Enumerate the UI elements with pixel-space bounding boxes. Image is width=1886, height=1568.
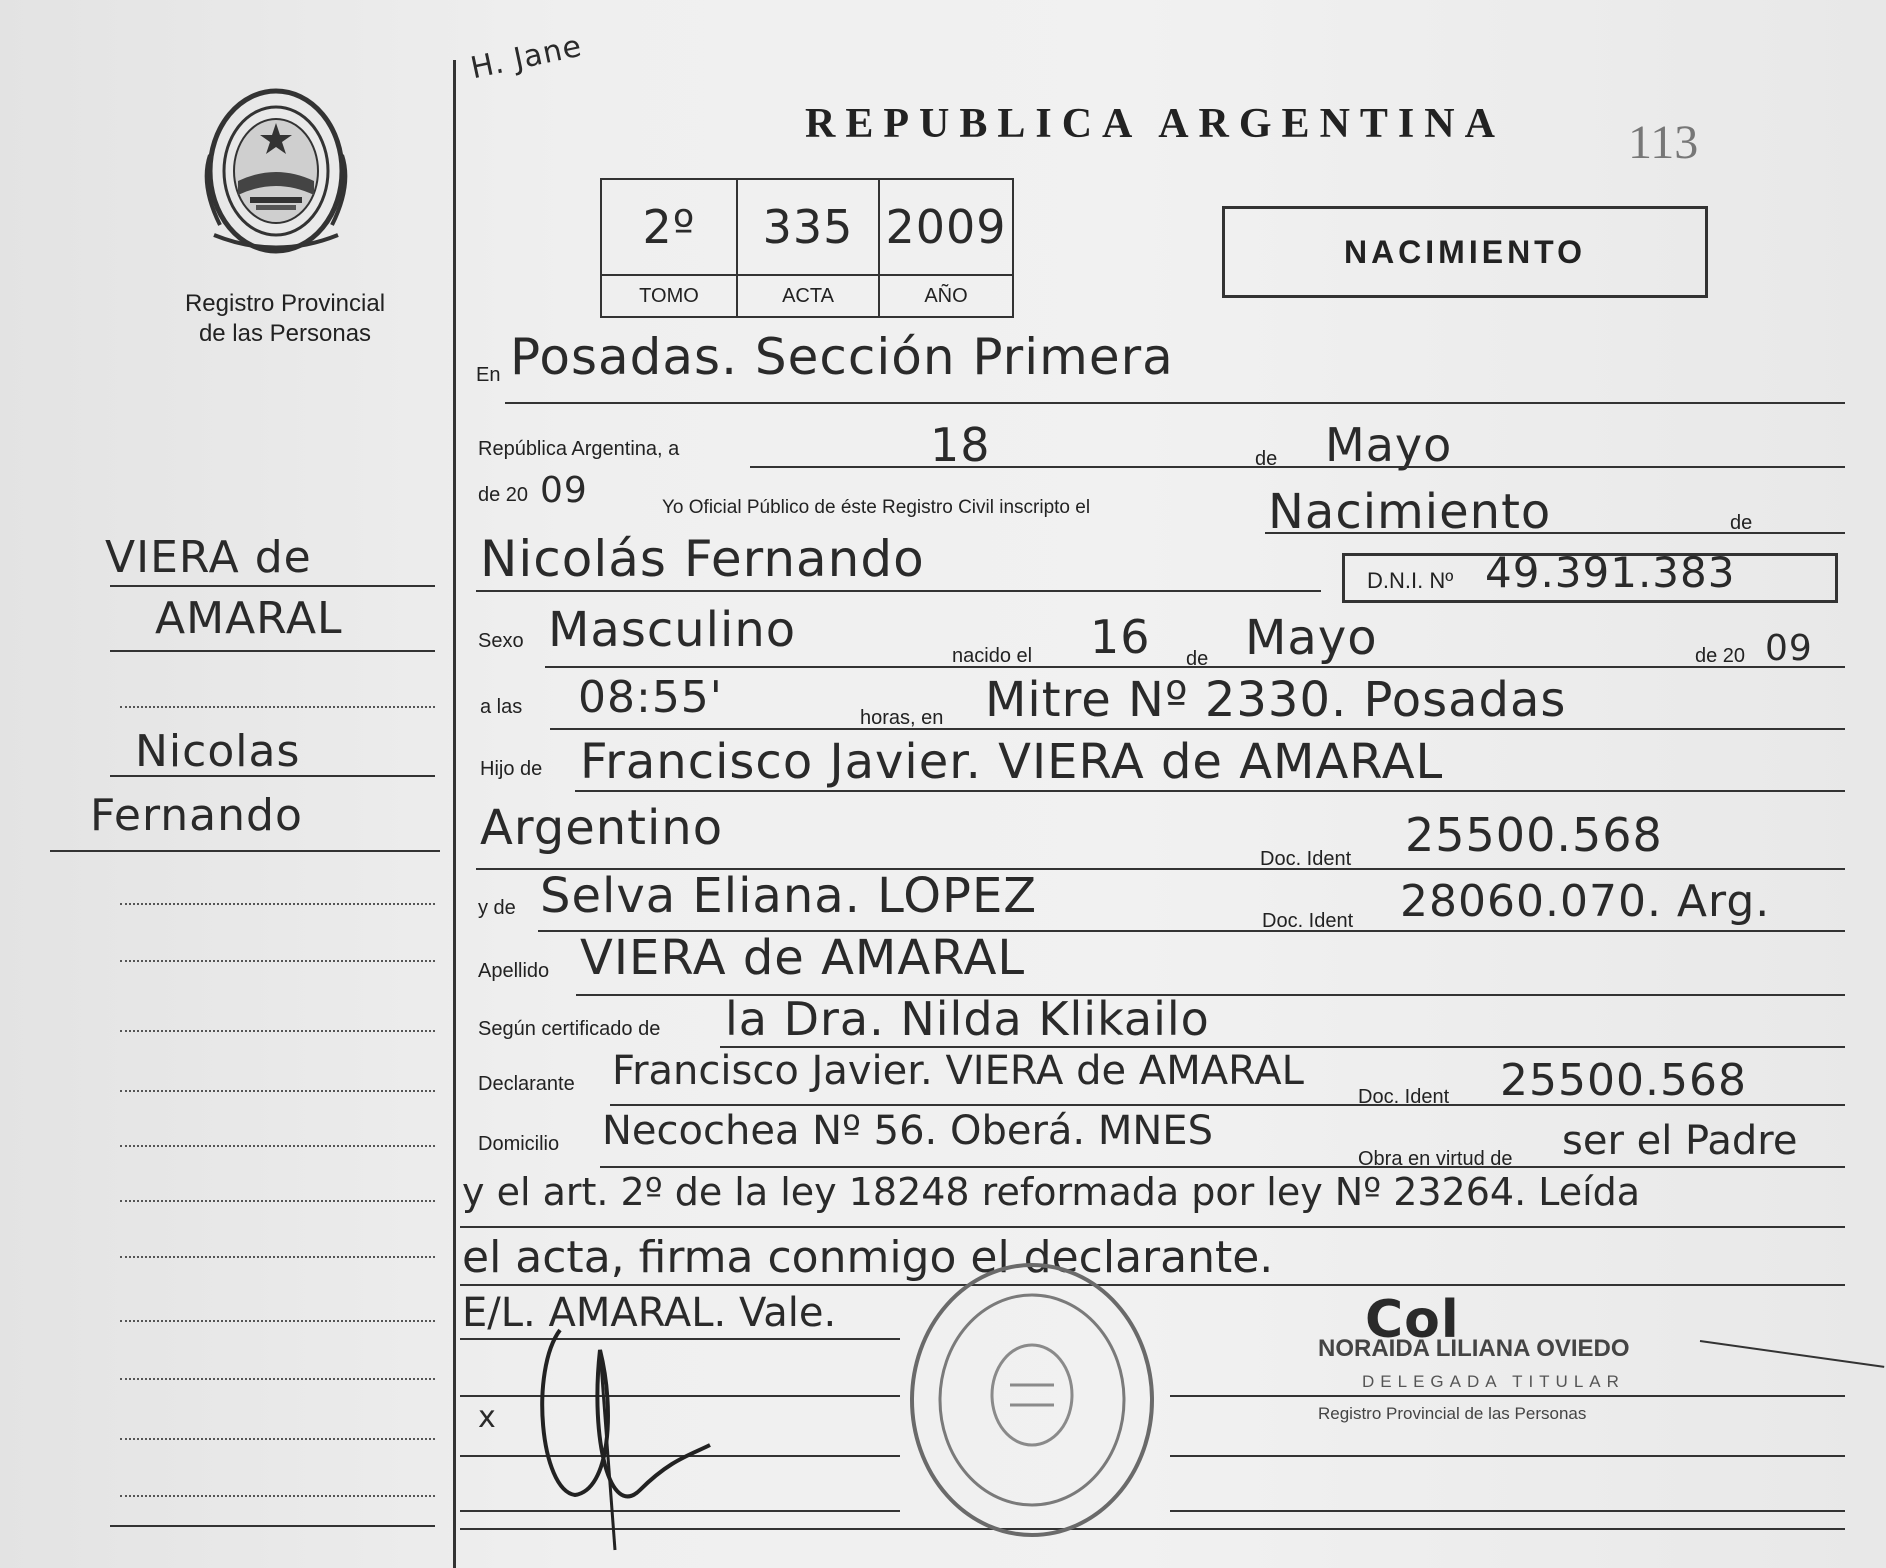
extra-text-line2: el acta, firma conmigo el declarante. (462, 1232, 1274, 1283)
obra-label: Obra en virtud de (1358, 1148, 1513, 1170)
apellido-value: VIERA de AMARAL (580, 930, 1026, 986)
madre-value: Selva Eliana. LOPEZ (540, 868, 1038, 924)
form-line (460, 1226, 1845, 1228)
margin-line (50, 850, 440, 852)
ano-value: 2009 (885, 200, 1007, 254)
oficial-label: Yo Oficial Público de éste Registro Civil inscripto el (662, 497, 1091, 518)
margin-given-line1: Nicolas (135, 726, 301, 777)
sexo-value: Masculino (548, 602, 797, 658)
margin-surname-line2: AMARAL (155, 593, 343, 644)
segun-label: Según certificado de (478, 1018, 661, 1040)
nacido-label: nacido el (952, 645, 1033, 667)
margin-dotted-line (120, 1495, 435, 1497)
registry-name-line1: Registro Provincial (184, 290, 386, 317)
nombre-value: Nicolás Fernando (480, 530, 925, 588)
nacido-day: 16 (1090, 610, 1151, 664)
form-line (1265, 532, 1845, 534)
declarante-value: Francisco Javier. VIERA de AMARAL (612, 1048, 1304, 1094)
en-label: En (476, 364, 501, 386)
de20-label: de 20 (478, 484, 529, 506)
obra-value: ser el Padre (1562, 1118, 1798, 1164)
margin-line (110, 1525, 435, 1527)
yde-label: y de (478, 897, 516, 919)
margin-dotted-line (120, 1320, 435, 1322)
form-line (1170, 1510, 1845, 1512)
dni-box (1342, 548, 1838, 603)
domicilio-value: Necochea Nº 56. Oberá. MNES (602, 1108, 1213, 1154)
year-value: 09 (540, 470, 588, 511)
margin-dotted-line (120, 1030, 435, 1032)
declarante-doc-label: Doc. Ident (1358, 1086, 1450, 1108)
margin-line (110, 775, 435, 777)
domicilio-label: Domicilio (478, 1133, 560, 1155)
sexo-label: Sexo (478, 630, 524, 652)
stray-pen-line (1700, 1340, 1884, 1368)
en-value: Posadas. Sección Primera (510, 328, 1174, 386)
margin-divider (453, 60, 456, 1568)
official-office: Registro Provincial de las Personas (1318, 1404, 1587, 1423)
padre-doc-value: 25500.568 (1405, 808, 1663, 862)
madre-doc-label: Doc. Ident (1262, 910, 1354, 932)
declarante-doc-value: 25500.568 (1500, 1055, 1747, 1106)
margin-line (110, 585, 435, 587)
form-line (550, 728, 1845, 730)
padre-value: Francisco Javier. VIERA de AMARAL (580, 734, 1444, 790)
form-line (750, 466, 1845, 468)
segun-value: la Dra. Nilda Klikailo (725, 992, 1210, 1046)
margin-dotted-line (120, 706, 435, 708)
margin-surname-line1: VIERA de (105, 532, 312, 583)
nacido-de-label: de (1186, 648, 1209, 670)
inscripto-value: Nacimiento (1268, 484, 1552, 540)
nacido-month: Mayo (1245, 610, 1378, 666)
form-line (505, 402, 1845, 404)
day-value: 18 (930, 418, 991, 472)
province-coat-of-arms-logo (200, 85, 352, 257)
form-line (610, 1104, 1845, 1106)
de-label: de (1255, 448, 1278, 470)
margin-dotted-line (120, 1256, 435, 1258)
official-stamp (900, 1255, 1165, 1545)
extra-text-line1: y el art. 2º de la ley 18248 reformada por ley Nº 23264. Leída (462, 1170, 1641, 1214)
madre-doc-value: 28060.070. Arg. (1400, 876, 1771, 927)
official-initials: Col (1365, 1290, 1460, 1350)
month-value: Mayo (1325, 418, 1453, 472)
margin-dotted-line (120, 1438, 435, 1440)
hijo-label: Hijo de (480, 758, 543, 780)
tomo-label: TOMO (639, 284, 699, 307)
padre-nacionalidad-value: Argentino (480, 800, 724, 856)
form-line (545, 666, 1845, 668)
official-name: NORAIDA LILIANA OVIEDO (1318, 1335, 1630, 1362)
lugar-value: Mitre Nº 2330. Posadas (985, 672, 1567, 728)
declarant-signature (520, 1290, 720, 1560)
folio-number: 113 (1628, 116, 1699, 169)
acta-label: ACTA (782, 284, 834, 307)
ano-label: AÑO (924, 284, 968, 307)
hora-value: 08:55' (578, 672, 723, 723)
registry-name-line2: de las Personas (198, 320, 372, 347)
republica-label: República Argentina, a (478, 438, 680, 460)
tomo-value: 2º (642, 200, 696, 254)
padre-doc-label: Doc. Ident (1260, 848, 1352, 870)
margin-line (110, 650, 435, 652)
act-type-box: NACIMIENTO (1222, 206, 1708, 298)
nacido-year: 09 (1765, 628, 1813, 669)
declarant-x-mark: x (478, 1400, 497, 1435)
form-line (1170, 1395, 1845, 1397)
nacido-de20-label: de 20 (1695, 645, 1746, 667)
form-line (476, 590, 1321, 592)
top-handwritten-note: H. Jane (467, 28, 586, 87)
form-line (600, 1166, 1845, 1168)
de-label-2: de (1730, 512, 1753, 534)
margin-dotted-line (120, 960, 435, 962)
form-line (575, 790, 1845, 792)
dni-value: 49.391.383 (1485, 548, 1736, 597)
declarante-label: Declarante (478, 1073, 575, 1095)
extra-text-line3: E/L. AMARAL. Vale. (462, 1290, 837, 1336)
margin-dotted-line (120, 1378, 435, 1380)
margin-dotted-line (120, 903, 435, 905)
form-line (1170, 1455, 1845, 1457)
horas-en-label: horas, en (860, 707, 944, 729)
margin-dotted-line (120, 1145, 435, 1147)
alas-label: a las (480, 696, 523, 718)
acta-value: 335 (762, 200, 854, 254)
dni-label: D.N.I. Nº (1367, 568, 1454, 593)
country-title: REPUBLICA ARGENTINA (805, 101, 1505, 147)
margin-dotted-line (120, 1200, 435, 1202)
registry-box (600, 178, 1014, 318)
apellido-label: Apellido (478, 960, 550, 982)
margin-dotted-line (120, 1090, 435, 1092)
margin-given-line2: Fernando (90, 790, 303, 841)
official-title: DELEGADA TITULAR (1362, 1372, 1625, 1391)
